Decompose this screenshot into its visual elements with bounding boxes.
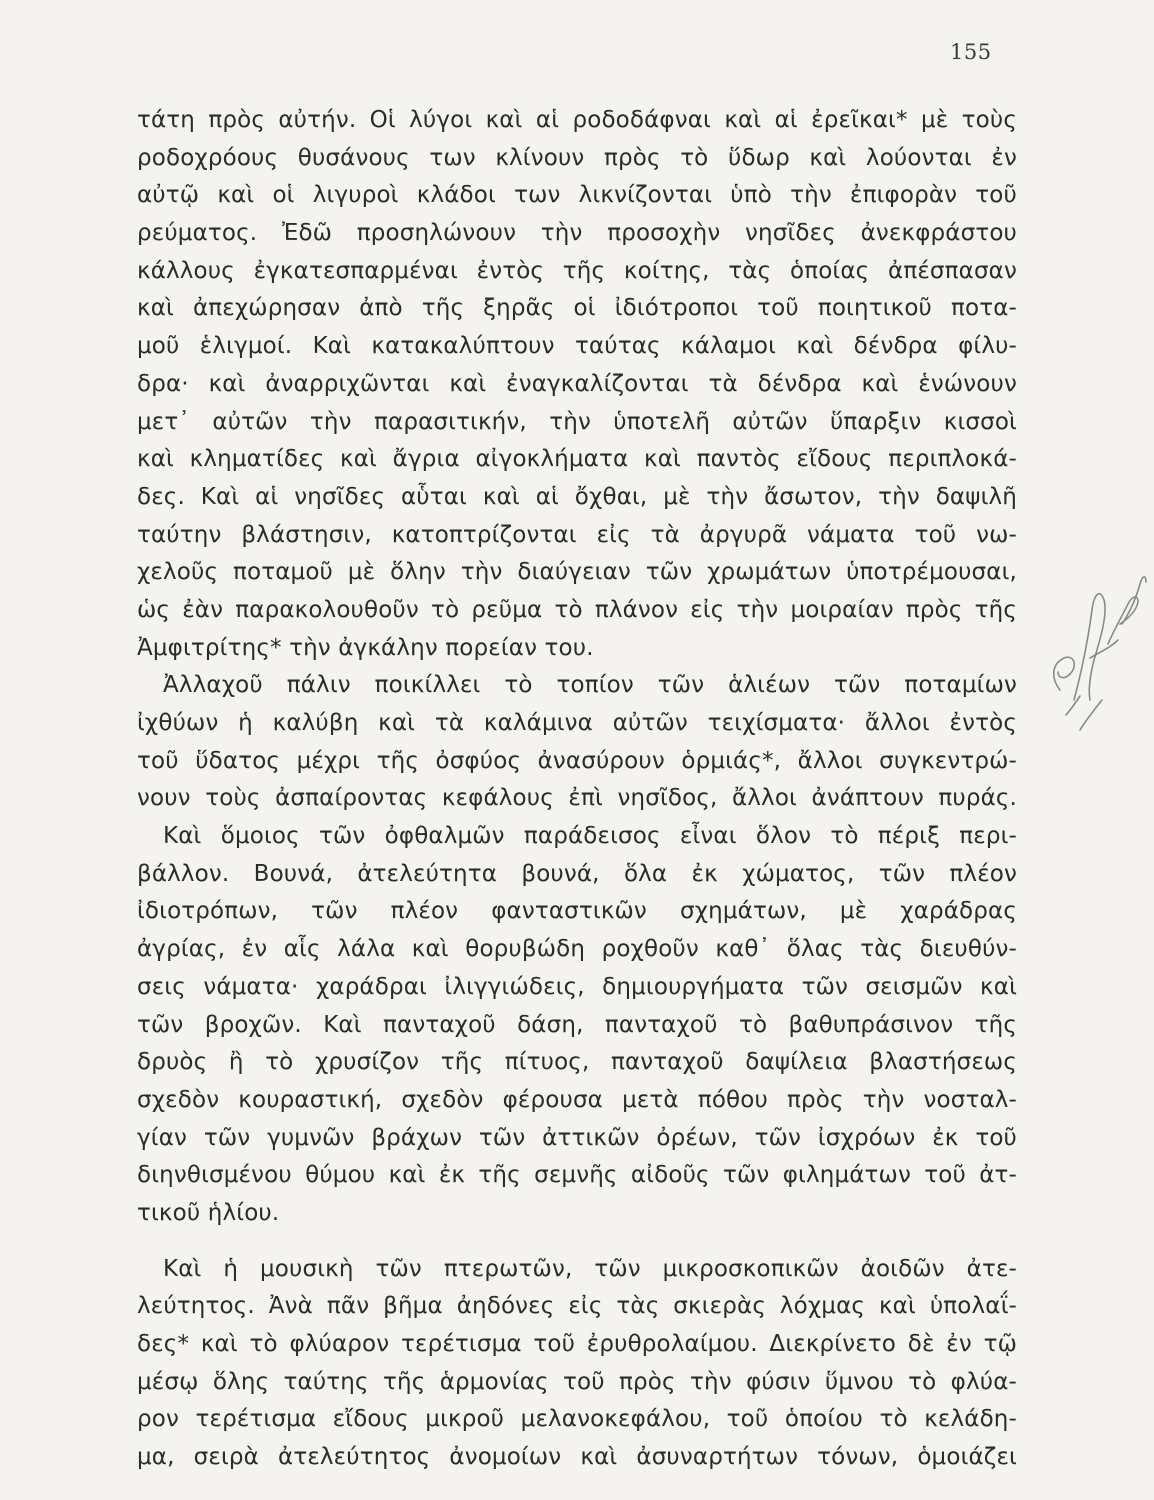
text-line: αὐτῷ καὶ οἱ λιγυροὶ κλάδοι των λικνίζονται ὑπὸ τὴν ἐπιφορὰν τοῦ [137, 182, 1017, 209]
text-line: ἰχθύων ἡ καλύβη καὶ τὰ καλάμινα αὐτῶν τειχίσματα· ἄλλοι ἐντὸς [137, 710, 1017, 736]
text-line: Καὶ ὅμοιος τῶν ὀφθαλμῶν παράδεισος εἶναι ὅλον τὸ πέριξ περι- [163, 823, 1017, 850]
text-line: δρυὸς ἢ τὸ χρυσίζον τῆς πίτυος, πανταχοῦ δαψίλεια βλαστήσεως [137, 1049, 1017, 1076]
text-line: σεις νάματα· χαράδραι ἰλιγγιώδεις, δημιουργήματα τῶν σεισμῶν καὶ [137, 973, 1017, 1000]
paragraph-1 [137, 102, 1017, 667]
text-line: τοῦ ὕδατος μέχρι τῆς ὀσφύος ἀνασύρουν ὁρμιάς*, ἄλλοι συγκεντρώ- [137, 747, 1017, 774]
text-line: ροδοχρόους θυσάνους των κλίνουν πρὸς τὸ ὕδωρ καὶ λούονται ἐν [137, 144, 1017, 171]
paragraph-4 [137, 1251, 1017, 1477]
text-line: κάλλους ἐγκατεσπαρμέναι ἐντὸς τῆς κοίτης, τὰς ὁποίας ἀπέσπασαν [137, 257, 1017, 284]
text-line: μετ᾽ αὐτῶν τὴν παρασιτικήν, τὴν ὑποτελῆ αὐτῶν ὕπαρξιν κισσοὶ [137, 408, 1017, 435]
text-line: βάλλον. Βουνά, ἀτελεύτητα βουνά, ὅλα ἐκ χώματος, τῶν πλέον [137, 860, 1017, 887]
text-line: μέσῳ ὅλης ταύτης τῆς ἁρμονίας τοῦ πρὸς τὴν φύσιν ὕμνου τὸ φλύα- [137, 1368, 1017, 1395]
text-line: ρον τερέτισμα εἴδους μικροῦ μελανοκεφάλου, τοῦ ὁποίου τὸ κελάδη- [137, 1406, 1017, 1433]
text-line: λεύτητος. Ἀνὰ πᾶν βῆμα ἀηδόνες εἰς τὰς σκιερὰς λόχμας καὶ ὑπολαΐ- [137, 1293, 1017, 1320]
text-line: τῶν βροχῶν. Καὶ πανταχοῦ δάση, πανταχοῦ τὸ βαθυπράσινον τῆς [137, 1011, 1017, 1038]
text-line: Ἀμφιτρίτης* τὴν ἀγκάλην πορείαν του. [137, 634, 594, 661]
text-line: τάτη πρὸς αὐτήν. Οἱ λύγοι καὶ αἱ ροδοδάφναι καὶ αἱ ἐρεῖκαι* μὲ τοὺς [137, 107, 1017, 133]
page-number: 155 [950, 40, 992, 64]
text-line: ταύτην βλάστησιν, κατοπτρίζονται εἰς τὰ ἀργυρᾶ νάματα τοῦ νω- [137, 521, 1017, 548]
text-line: δρα· καὶ ἀναρριχῶνται καὶ ἐναγκαλίζονται τὰ δένδρα καὶ ἑνώνουν [137, 370, 1017, 397]
text-line: ἀγρίας, ἐν αἷς λάλα καὶ θορυβώδη ροχθοῦν καθ᾽ ὅλας τὰς διευθύν- [137, 936, 1017, 963]
text-line: καὶ ἀπεχώρησαν ἀπὸ τῆς ξηρᾶς οἱ ἰδιότροποι τοῦ ποιητικοῦ ποτα- [137, 295, 1017, 322]
text-line: χελοῦς ποταμοῦ μὲ ὅλην τὴν διαύγειαν τῶν χρωμάτων ὑποτρέμουσαι, [137, 559, 1017, 586]
text-line: δες. Καὶ αἱ νησῖδες αὗται καὶ αἱ ὄχθαι, μὲ τὴν ἄσωτον, τὴν δαψιλῆ [137, 483, 1017, 510]
text-line: ὡς ἐὰν παρακολουθοῦν τὸ ρεῦμα τὸ πλάνον εἰς τὴν μοιραίαν πρὸς τῆς [137, 596, 1017, 623]
text-line: τικοῦ ἡλίου. [137, 1199, 280, 1226]
text-line: Καὶ ἡ μουσικὴ τῶν πτερωτῶν, τῶν μικροσκοπικῶν ἀοιδῶν ἀτε- [163, 1255, 1017, 1282]
text-line: καὶ κληματίδες καὶ ἄγρια αἰγοκλήματα καὶ παντὸς εἴδους περιπλοκά- [137, 446, 1017, 473]
paragraph-gap [137, 1233, 1017, 1251]
text-line: ἰδιοτρόπων, τῶν πλέον φανταστικῶν σχημάτων, μὲ χαράδρας [137, 898, 1017, 925]
body-text [137, 102, 1017, 1477]
text-line: δες* καὶ τὸ φλύαρον τερέτισμα τοῦ ἐρυθρολαίμου. Διεκρίνετο δὲ ἐν τῷ [137, 1331, 1017, 1357]
text-line: σχεδὸν κουραστική, σχεδὸν φέρουσα μετὰ πόθου πρὸς τὴν νοσταλ- [137, 1086, 1017, 1113]
text-line: μα, σειρὰ ἀτελεύτητος ἀνομοίων καὶ ἀσυναρτήτων τόνων, ὁμοιάζει [137, 1444, 1017, 1471]
text-line: γίαν τῶν γυμνῶν βράχων τῶν ἀττικῶν ὀρέων, τῶν ἰσχρόων ἐκ τοῦ [137, 1124, 1017, 1151]
text-line: μοῦ ἑλιγμοί. Καὶ κατακαλύπτουν ταύτας κάλαμοι καὶ δένδρα φίλυ- [137, 333, 1017, 360]
paragraph-2 [137, 667, 1017, 818]
handwritten-signature [1030, 540, 1150, 780]
text-line: διηνθισμένου θύμου καὶ ἐκ τῆς σεμνῆς αἰδοῦς τῶν φιλημάτων τοῦ ἀτ- [137, 1162, 1017, 1189]
text-line: νουν τοὺς ἀσπαίροντας κεφάλους ἐπὶ νησῖδος, ἄλλοι ἀνάπτουν πυράς. [137, 785, 1017, 812]
text-line: Ἀλλαχοῦ πάλιν ποικίλλει τὸ τοπίον τῶν ἁλιέων τῶν ποταμίων [163, 672, 1017, 699]
text-line: ρεύματος. Ἐδῶ προσηλώνουν τὴν προσοχὴν νησῖδες ἀνεκφράστου [137, 220, 1017, 247]
paragraph-3 [137, 818, 1017, 1233]
